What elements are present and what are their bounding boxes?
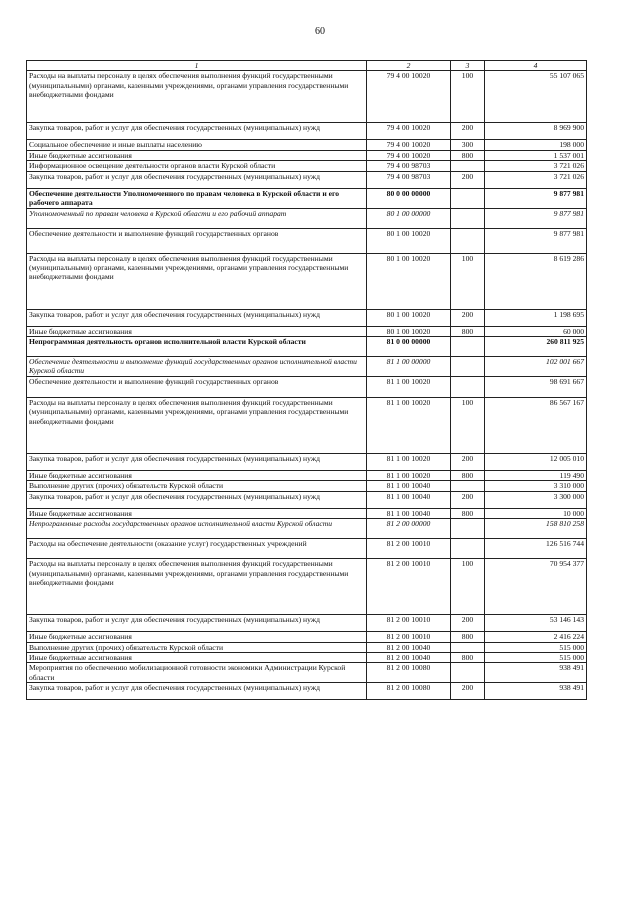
row-sum-cell: 260 811 925	[485, 337, 587, 357]
row-sum-cell: 3 300 000	[485, 491, 587, 508]
table-row	[27, 188, 587, 208]
row-name-cell: Иные бюджетные ассигнования	[27, 471, 367, 481]
row-name-cell: Непрограммные расходы государственных органов исполнительной власти Курской области	[27, 519, 367, 539]
header-cell-name: 1	[27, 61, 367, 71]
row-name-cell: Выполнение других (прочих) обязательств Курской области	[27, 481, 367, 491]
row-name-cell: Обеспечение деятельности и выполнение функций государственных органов	[27, 377, 367, 398]
row-vr-cell: 800	[451, 632, 485, 642]
row-name-cell: Мероприятия по обеспечению мобилизационной готовности экономики Администрации Курской области	[27, 663, 367, 683]
row-sum-cell: 10 000	[485, 508, 587, 518]
row-sum-cell: 70 954 377	[485, 559, 587, 615]
row-sum-cell: 8 969 900	[485, 123, 587, 140]
row-sum-cell: 9 877 981	[485, 228, 587, 253]
row-code-cell: 79 4 00 10020	[367, 140, 451, 150]
row-vr-cell	[451, 228, 485, 253]
row-name-cell: Иные бюджетные ассигнования	[27, 508, 367, 518]
row-sum-cell: 1 198 695	[485, 309, 587, 326]
row-vr-cell: 200	[451, 454, 485, 471]
row-sum-cell: 198 000	[485, 140, 587, 150]
row-code-cell: 81 2 00 10040	[367, 642, 451, 652]
table-row	[27, 337, 587, 357]
row-code-cell: 79 4 00 98703	[367, 171, 451, 188]
row-name-cell: Выполнение других (прочих) обязательств Курской области	[27, 642, 367, 652]
row-code-cell: 81 1 00 10020	[367, 454, 451, 471]
table-row	[27, 377, 587, 398]
row-code-cell: 79 4 00 10020	[367, 150, 451, 160]
table-row	[27, 161, 587, 171]
row-sum-cell: 98 691 667	[485, 377, 587, 398]
row-vr-cell: 800	[451, 150, 485, 160]
row-code-cell: 80 1 00 10020	[367, 326, 451, 336]
row-vr-cell: 100	[451, 559, 485, 615]
row-code-cell: 79 4 00 10020	[367, 123, 451, 140]
row-name-cell: Иные бюджетные ассигнования	[27, 150, 367, 160]
table-row	[27, 228, 587, 253]
row-code-cell: 80 1 00 10020	[367, 309, 451, 326]
table-row	[27, 519, 587, 539]
row-code-cell: 80 1 00 10020	[367, 253, 451, 309]
table-row	[27, 398, 587, 454]
row-sum-cell: 9 877 981	[485, 208, 587, 228]
row-code-cell: 81 2 00 00000	[367, 519, 451, 539]
row-name-cell: Расходы на обеспечение деятельности (оказание услуг) государственных учреждений	[27, 539, 367, 559]
row-vr-cell	[451, 188, 485, 208]
row-name-cell: Социальное обеспечение и иные выплаты населению	[27, 140, 367, 150]
row-sum-cell: 515 000	[485, 642, 587, 652]
row-sum-cell: 86 567 167	[485, 398, 587, 454]
row-sum-cell: 60 000	[485, 326, 587, 336]
row-vr-cell: 300	[451, 140, 485, 150]
row-name-cell: Иные бюджетные ассигнования	[27, 326, 367, 336]
row-name-cell: Закупка товаров, работ и услуг для обеспечения государственных (муниципальных) нужд	[27, 491, 367, 508]
header-row	[27, 61, 587, 71]
row-code-cell: 81 1 00 10040	[367, 481, 451, 491]
row-vr-cell	[451, 642, 485, 652]
row-name-cell: Иные бюджетные ассигнования	[27, 632, 367, 642]
row-sum-cell: 8 619 286	[485, 253, 587, 309]
table-row	[27, 642, 587, 652]
row-vr-cell: 200	[451, 123, 485, 140]
table-row	[27, 539, 587, 559]
row-code-cell: 81 2 00 10010	[367, 559, 451, 615]
row-name-cell: Расходы на выплаты персоналу в целях обеспечения выполнения функций государственными (муниципальными) органами, казенными учреждениями, органами управления государственными внебюджетными фондами	[27, 398, 367, 454]
row-name-cell: Закупка товаров, работ и услуг для обеспечения государственных (муниципальных) нужд	[27, 615, 367, 632]
row-vr-cell	[451, 481, 485, 491]
row-name-cell: Обеспечение деятельности и выполнение функций государственных органов	[27, 228, 367, 253]
row-name-cell: Расходы на выплаты персоналу в целях обеспечения выполнения функций государственными (муниципальными) органами, казенными учреждениями, органами управления государственными внебюджетными фондами	[27, 559, 367, 615]
row-vr-cell	[451, 337, 485, 357]
row-code-cell: 81 0 00 00000	[367, 337, 451, 357]
table-row	[27, 253, 587, 309]
table-row	[27, 615, 587, 632]
row-vr-cell	[451, 208, 485, 228]
row-name-cell: Расходы на выплаты персоналу в целях обеспечения выполнения функций государственными (муниципальными) органами, казенными учреждениями, органами управления государственными внебюджетными фондами	[27, 253, 367, 309]
row-code-cell: 79 4 00 98703	[367, 161, 451, 171]
table-body	[27, 61, 587, 700]
table-row	[27, 663, 587, 683]
row-vr-cell	[451, 357, 485, 377]
table-row	[27, 471, 587, 481]
table-row	[27, 559, 587, 615]
row-sum-cell: 119 490	[485, 471, 587, 481]
row-sum-cell: 3 721 026	[485, 161, 587, 171]
row-sum-cell: 1 537 001	[485, 150, 587, 160]
table-row	[27, 71, 587, 123]
header-cell-vr: 3	[451, 61, 485, 71]
row-code-cell: 81 1 00 10040	[367, 508, 451, 518]
row-code-cell: 79 4 00 10020	[367, 71, 451, 123]
budget-table	[26, 60, 587, 700]
table-row	[27, 309, 587, 326]
row-code-cell: 81 2 00 10080	[367, 663, 451, 683]
row-code-cell: 81 1 00 00000	[367, 357, 451, 377]
table-row	[27, 140, 587, 150]
row-code-cell: 81 1 00 10020	[367, 471, 451, 481]
row-code-cell: 81 2 00 10080	[367, 683, 451, 700]
page-number: 60	[315, 26, 325, 37]
row-name-cell: Информационное освещение деятельности органов власти Курской области	[27, 161, 367, 171]
row-name-cell: Обеспечение деятельности и выполнение функций государственных органов исполнительной власти Курской области	[27, 357, 367, 377]
header-cell-code: 2	[367, 61, 451, 71]
row-sum-cell: 3 310 000	[485, 481, 587, 491]
row-vr-cell: 800	[451, 653, 485, 663]
row-code-cell: 81 2 00 10010	[367, 632, 451, 642]
row-vr-cell: 200	[451, 309, 485, 326]
table-row	[27, 150, 587, 160]
row-name-cell: Уполномоченный по правам человека в Курской области и его рабочий аппарат	[27, 208, 367, 228]
row-vr-cell: 200	[451, 683, 485, 700]
table-row	[27, 454, 587, 471]
table-row	[27, 171, 587, 188]
row-vr-cell: 100	[451, 398, 485, 454]
row-code-cell: 81 1 00 10020	[367, 377, 451, 398]
row-code-cell: 81 2 00 10010	[367, 539, 451, 559]
row-name-cell: Закупка товаров, работ и услуг для обеспечения государственных (муниципальных) нужд	[27, 309, 367, 326]
table-row	[27, 357, 587, 377]
row-code-cell: 81 1 00 10020	[367, 398, 451, 454]
row-sum-cell: 53 146 143	[485, 615, 587, 632]
table-row	[27, 653, 587, 663]
row-sum-cell: 126 516 744	[485, 539, 587, 559]
header-cell-sum: 4	[485, 61, 587, 71]
row-code-cell: 81 1 00 10040	[367, 491, 451, 508]
row-sum-cell: 515 000	[485, 653, 587, 663]
row-vr-cell: 800	[451, 471, 485, 481]
row-sum-cell: 9 877 981	[485, 188, 587, 208]
row-code-cell: 80 0 00 00000	[367, 188, 451, 208]
row-vr-cell	[451, 539, 485, 559]
table-row	[27, 326, 587, 336]
table-row	[27, 683, 587, 700]
row-vr-cell: 200	[451, 491, 485, 508]
row-name-cell: Закупка товаров, работ и услуг для обеспечения государственных (муниципальных) нужд	[27, 454, 367, 471]
row-name-cell: Закупка товаров, работ и услуг для обеспечения государственных (муниципальных) нужд	[27, 123, 367, 140]
row-sum-cell: 102 001 667	[485, 357, 587, 377]
row-name-cell: Обеспечение деятельности Уполномоченного по правам человека в Курской области и его рабочего аппарата	[27, 188, 367, 208]
row-vr-cell: 100	[451, 253, 485, 309]
table-row	[27, 208, 587, 228]
row-vr-cell	[451, 663, 485, 683]
row-vr-cell	[451, 519, 485, 539]
row-name-cell: Закупка товаров, работ и услуг для обеспечения государственных (муниципальных) нужд	[27, 683, 367, 700]
row-sum-cell: 12 005 010	[485, 454, 587, 471]
table-row	[27, 491, 587, 508]
row-sum-cell: 55 107 065	[485, 71, 587, 123]
table-row	[27, 508, 587, 518]
row-vr-cell	[451, 161, 485, 171]
row-name-cell: Расходы на выплаты персоналу в целях обеспечения выполнения функций государственными (муниципальными) органами, казенными учреждениями, органами управления государственными внебюджетными фондами	[27, 71, 367, 123]
row-sum-cell: 158 810 258	[485, 519, 587, 539]
table-row	[27, 123, 587, 140]
table-row	[27, 632, 587, 642]
row-code-cell: 81 2 00 10010	[367, 615, 451, 632]
row-sum-cell: 938 491	[485, 663, 587, 683]
row-code-cell: 80 1 00 00000	[367, 208, 451, 228]
row-vr-cell: 200	[451, 171, 485, 188]
row-code-cell: 80 1 00 10020	[367, 228, 451, 253]
row-vr-cell	[451, 377, 485, 398]
row-name-cell: Закупка товаров, работ и услуг для обеспечения государственных (муниципальных) нужд	[27, 171, 367, 188]
table-row	[27, 481, 587, 491]
row-vr-cell: 800	[451, 326, 485, 336]
row-sum-cell: 2 416 224	[485, 632, 587, 642]
row-name-cell: Иные бюджетные ассигнования	[27, 653, 367, 663]
row-vr-cell: 200	[451, 615, 485, 632]
row-sum-cell: 938 491	[485, 683, 587, 700]
row-vr-cell: 800	[451, 508, 485, 518]
row-code-cell: 81 2 00 10040	[367, 653, 451, 663]
row-name-cell: Непрограммная деятельность органов исполнительной власти Курской области	[27, 337, 367, 357]
row-sum-cell: 3 721 026	[485, 171, 587, 188]
row-vr-cell: 100	[451, 71, 485, 123]
